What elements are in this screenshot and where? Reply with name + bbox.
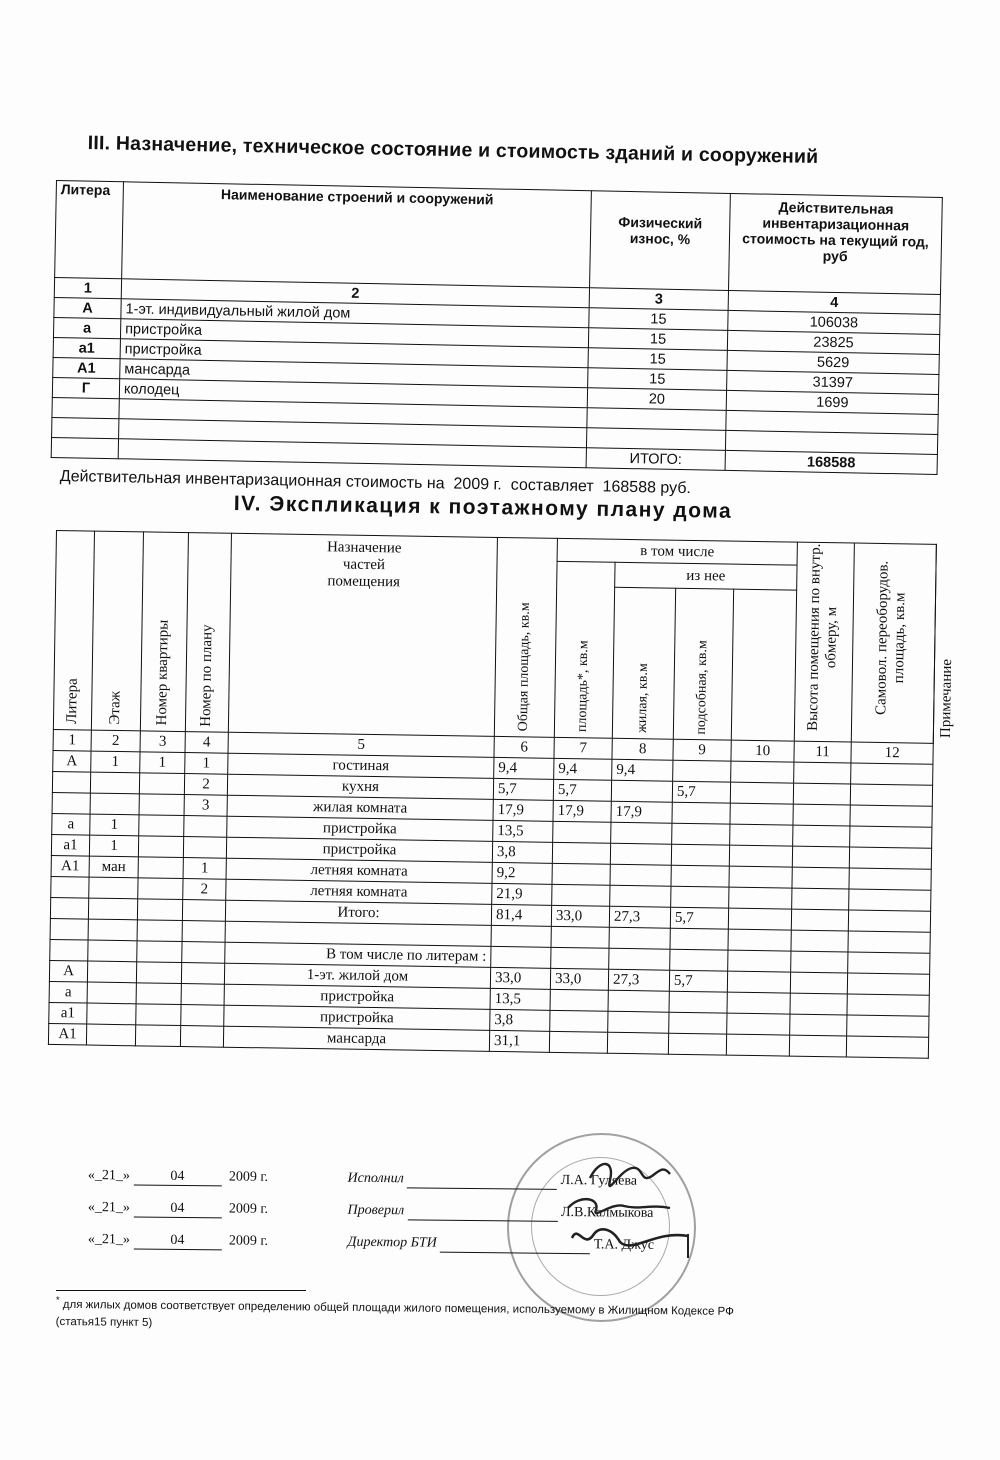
signature-role: Директор БТИ xyxy=(347,1234,437,1251)
living-cell xyxy=(611,780,672,802)
empty-cell xyxy=(137,899,182,921)
wear-cell: 15 xyxy=(588,328,727,351)
empty-cell xyxy=(793,804,850,826)
aux-cell xyxy=(669,991,727,1013)
column-number: 4 xyxy=(185,732,228,754)
empty-cell xyxy=(848,931,930,953)
signature-day: «_21_» xyxy=(87,1168,130,1184)
area-cell: 33,0 xyxy=(551,905,609,927)
valuation-year: 2009 г. xyxy=(453,475,503,494)
empty-cell xyxy=(726,1034,789,1056)
area-cell: 33,0 xyxy=(550,968,608,990)
by-liter-label: В том числе по литерам : xyxy=(225,942,491,967)
header-total-area-cell xyxy=(494,537,557,737)
apartment-cell: 1 xyxy=(140,752,185,774)
empty-cell xyxy=(182,900,225,922)
column-number: 2 xyxy=(91,730,140,752)
buildings-table xyxy=(51,180,943,475)
signature-year: 2009 г. xyxy=(228,1169,269,1185)
empty-cell xyxy=(789,1035,846,1057)
header-floor-cell xyxy=(91,531,143,731)
header-liter-cell xyxy=(53,531,94,731)
value-cell: 31397 xyxy=(727,370,939,394)
signature-month: 04 xyxy=(133,1232,221,1250)
living-cell xyxy=(610,843,671,865)
liter-cell: А xyxy=(53,750,91,772)
signature-blank xyxy=(407,1171,557,1190)
empty-cell xyxy=(88,919,137,941)
empty-cell xyxy=(850,805,932,827)
empty-cell xyxy=(847,1015,929,1037)
value-cell: 23825 xyxy=(727,330,939,354)
signature-role: Проверил xyxy=(347,1202,405,1219)
empty-cell xyxy=(52,397,119,418)
explication-header-row-1 xyxy=(56,531,936,568)
header-height-cell xyxy=(794,542,854,742)
empty-cell xyxy=(791,909,848,931)
signature-year: 2009 г. xyxy=(228,1201,269,1217)
header-plan-cell xyxy=(185,533,231,733)
plan-number-cell: 3 xyxy=(184,795,227,817)
empty-cell xyxy=(137,920,182,942)
header-liter: Литера xyxy=(63,678,81,725)
aux-cell xyxy=(671,886,729,908)
section3-title: III. Назначение, техническое состояние и стоимость зданий и сооружений xyxy=(87,132,819,169)
empty-cell xyxy=(491,946,551,968)
empty-cell xyxy=(790,993,847,1015)
empty-cell xyxy=(136,983,181,1005)
living-cell: 17,9 xyxy=(611,801,672,823)
empty-cell xyxy=(181,963,224,985)
floor-cell: 1 xyxy=(90,814,139,836)
empty-cell xyxy=(728,929,791,951)
total-label: Итого: xyxy=(225,900,491,925)
empty-cell xyxy=(586,428,725,451)
liter-cell xyxy=(51,876,89,898)
aux-cell xyxy=(672,802,730,824)
empty-cell xyxy=(86,1024,135,1046)
empty-cell xyxy=(87,1003,136,1025)
column-number: 3 xyxy=(140,731,185,753)
total-area-cell: 3,8 xyxy=(492,841,552,863)
column-number: 7 xyxy=(554,737,612,759)
living-cell xyxy=(608,1011,669,1033)
living-cell xyxy=(611,822,672,844)
plan-number-cell: 2 xyxy=(184,774,227,796)
apartment-cell xyxy=(138,857,183,879)
liter-cell: а xyxy=(53,317,120,338)
header-note: Примечание xyxy=(937,658,956,739)
wear-cell: 15 xyxy=(588,368,727,391)
empty-cell xyxy=(136,1004,181,1026)
empty-cell xyxy=(729,887,792,909)
empty-cell xyxy=(849,889,931,911)
header-auxiliary: подсобная, кв.м xyxy=(694,639,711,735)
explication-table xyxy=(48,530,956,1059)
living-cell: 27,3 xyxy=(608,969,669,991)
empty-cell xyxy=(731,761,794,783)
empty-cell xyxy=(846,1036,928,1058)
total-area-cell: 33,0 xyxy=(490,967,550,989)
total-area-cell: 13,5 xyxy=(493,820,553,842)
valuation-prefix: Действительная инвентаризационная стоимость на xyxy=(59,468,445,493)
signature-day: «_21_» xyxy=(87,1200,130,1216)
empty-cell xyxy=(729,845,792,867)
signature-month: 04 xyxy=(133,1200,221,1218)
total-area-cell: 9,2 xyxy=(492,862,552,884)
floor-cell xyxy=(90,793,139,815)
aux-cell xyxy=(668,1033,726,1055)
liter-cell xyxy=(52,771,90,793)
footnote xyxy=(56,1294,936,1339)
area-cell xyxy=(552,863,610,885)
header-apt-cell xyxy=(140,532,188,732)
column-number: 1 xyxy=(53,729,91,751)
empty-cell xyxy=(551,926,609,948)
header-area: площадь*, кв.м xyxy=(575,640,592,733)
room-name-cell: пристройка xyxy=(227,816,493,841)
signatory-name: Л.В.Калмыкова xyxy=(561,1204,654,1221)
header-apartment: Номер квартиры xyxy=(154,619,172,726)
empty-cell xyxy=(727,971,790,993)
aux-cell xyxy=(673,760,731,782)
column-number: 2 xyxy=(121,279,589,308)
room-name-cell: гостиная xyxy=(228,753,494,778)
apartment-cell xyxy=(139,815,184,837)
header-unauthorized: Самовол. переоборудов. площадь, кв.м xyxy=(872,560,908,716)
area-cell xyxy=(552,842,610,864)
apartment-cell xyxy=(138,836,183,858)
column-number: 9 xyxy=(673,739,731,761)
empty-cell xyxy=(850,826,932,848)
total-area-cell: 3,8 xyxy=(490,1009,550,1031)
liter-cell xyxy=(52,792,90,814)
room-name-cell: летняя комната xyxy=(226,858,492,883)
buildings-header-row xyxy=(55,181,943,295)
empty-cell xyxy=(729,866,792,888)
area-cell xyxy=(553,821,611,843)
aux-cell: 5,7 xyxy=(669,970,727,992)
plan-number-cell: 2 xyxy=(183,879,226,901)
empty-cell xyxy=(52,417,119,438)
header-living-cell xyxy=(612,587,675,739)
empty-cell xyxy=(728,908,791,930)
wear-cell: 20 xyxy=(587,388,726,411)
floor-cell xyxy=(89,877,138,899)
empty-cell xyxy=(851,763,933,785)
header-wear: Физический износ, % xyxy=(590,191,731,291)
empty-cell xyxy=(790,972,847,994)
total-area-cell: 81,4 xyxy=(491,904,551,926)
area-cell: 17,9 xyxy=(553,800,611,822)
signature-role: Исполнил xyxy=(347,1170,404,1187)
plan-number-cell xyxy=(183,837,226,859)
wear-cell: 15 xyxy=(588,348,727,371)
liter-cell: а xyxy=(49,981,87,1003)
empty-cell xyxy=(727,1013,790,1035)
area-cell: 5,7 xyxy=(553,779,611,801)
total-area-cell: 5,7 xyxy=(493,778,553,800)
empty-cell xyxy=(88,940,137,962)
living-cell xyxy=(607,1032,668,1054)
value-cell: 1699 xyxy=(726,390,938,414)
column-number: 5 xyxy=(228,732,494,757)
area-cell: 9,4 xyxy=(554,758,612,780)
floor-cell: 1 xyxy=(89,835,138,857)
floor-cell: 1 xyxy=(91,751,140,773)
living-cell xyxy=(610,885,671,907)
room-name-cell: летняя комната xyxy=(226,879,492,904)
column-number: 6 xyxy=(494,736,554,758)
header-value: Действительная инвентаризационная стоимость на текущий год, руб xyxy=(729,193,943,294)
empty-cell xyxy=(730,782,793,804)
plan-number-cell: 1 xyxy=(183,858,226,880)
floor-cell: ман xyxy=(89,856,138,878)
empty-cell xyxy=(551,947,609,969)
empty-cell xyxy=(790,1014,847,1036)
floor-cell xyxy=(90,772,139,794)
empty-cell xyxy=(848,910,930,932)
value-cell: 106038 xyxy=(728,310,940,334)
footnote-line-2: (статья15 пункт 5) xyxy=(55,1315,153,1329)
empty-cell xyxy=(180,1026,223,1048)
liter-cell: А1 xyxy=(48,1023,86,1045)
empty-cell xyxy=(731,589,796,741)
empty-cell xyxy=(794,762,851,784)
total-label: ИТОГО: xyxy=(586,448,725,471)
valuation-mid: составляет xyxy=(510,476,594,496)
liter-cell: А1 xyxy=(53,357,120,378)
empty-cell xyxy=(182,942,225,964)
aux-cell xyxy=(669,1012,727,1034)
column-number: 1 xyxy=(54,277,121,298)
room-name-cell: 1-эт. жилой дом xyxy=(224,963,490,988)
room-name-cell: пристройка xyxy=(224,984,490,1009)
signature-day: «_21_» xyxy=(87,1232,130,1248)
aux-cell xyxy=(671,844,729,866)
empty-cell xyxy=(850,784,932,806)
empty-cell xyxy=(50,939,88,961)
empty-cell xyxy=(730,824,793,846)
liter-cell: А xyxy=(54,297,121,318)
total-area-cell: 17,9 xyxy=(493,799,553,821)
aux-cell: 5,7 xyxy=(670,907,728,929)
header-of-which: из нее xyxy=(615,562,797,590)
empty-cell xyxy=(87,961,136,983)
building-name-cell: мансарда xyxy=(120,359,588,388)
empty-cell xyxy=(50,897,88,919)
empty-cell xyxy=(792,846,849,868)
building-name-cell: колодец xyxy=(119,379,587,408)
area-cell xyxy=(550,1010,608,1032)
signature-year: 2009 г. xyxy=(228,1233,269,1249)
building-name-cell: пристройка xyxy=(120,339,588,368)
liter-cell: а1 xyxy=(53,337,120,358)
empty-cell xyxy=(848,952,930,974)
header-aux-cell xyxy=(673,588,733,740)
apartment-cell xyxy=(138,878,183,900)
living-cell: 27,3 xyxy=(609,906,670,928)
empty-cell xyxy=(135,1025,180,1047)
building-name-cell: 1-эт. индивидуальный жилой дом xyxy=(121,299,589,328)
section4-title: IV. Экспликация к поэтажному плану дома xyxy=(233,492,733,523)
empty-cell xyxy=(792,888,849,910)
liter-cell: Г xyxy=(52,377,119,398)
empty-cell xyxy=(791,930,848,952)
empty-cell xyxy=(181,1005,224,1027)
total-area-cell: 13,5 xyxy=(490,988,550,1010)
header-area-cell xyxy=(554,561,615,738)
column-number: 3 xyxy=(589,288,728,311)
empty-cell xyxy=(847,994,929,1016)
footnote-mark: * xyxy=(55,1295,60,1307)
value-cell: 5629 xyxy=(727,350,939,374)
area-cell xyxy=(550,989,608,1011)
empty-cell xyxy=(670,949,728,971)
room-name-cell: пристройка xyxy=(226,837,492,862)
empty-cell xyxy=(670,928,728,950)
empty-cell xyxy=(88,898,137,920)
area-cell xyxy=(549,1031,607,1053)
wear-cell: 15 xyxy=(589,308,728,331)
empty-cell xyxy=(849,868,931,890)
empty-cell xyxy=(847,973,929,995)
empty-cell xyxy=(609,948,670,970)
total-area-cell: 31,1 xyxy=(489,1030,549,1052)
column-number: 4 xyxy=(728,290,940,314)
empty-cell xyxy=(50,918,88,940)
column-number: 8 xyxy=(612,738,673,760)
liter-cell: а1 xyxy=(49,1002,87,1024)
header-height: Высота помещения по внутр. обмеру, м xyxy=(804,543,841,731)
empty-cell xyxy=(137,941,182,963)
empty-cell xyxy=(793,783,850,805)
column-number: 10 xyxy=(731,740,794,762)
header-unauth-cell xyxy=(851,543,936,743)
empty-cell xyxy=(181,984,224,1006)
empty-cell xyxy=(730,803,793,825)
empty-cell xyxy=(791,951,848,973)
valuation-amount: 168588 руб. xyxy=(602,478,692,498)
header-including: в том числе xyxy=(557,538,797,565)
signatory-name: Т.А. Джус xyxy=(593,1237,655,1253)
empty-cell xyxy=(587,408,726,431)
liter-cell: а xyxy=(52,813,90,835)
living-cell xyxy=(608,990,669,1012)
total-area-cell: 9,4 xyxy=(494,757,554,779)
empty-cell xyxy=(727,992,790,1014)
signatory-name: Л.А. Гуляева xyxy=(560,1172,638,1189)
room-name-cell: кухня xyxy=(227,774,493,799)
liter-cell: а1 xyxy=(51,834,89,856)
empty-cell xyxy=(87,982,136,1004)
empty-cell xyxy=(728,950,791,972)
footnote-divider xyxy=(56,1290,306,1291)
header-total-area: Общая площадь, кв.м xyxy=(516,602,534,732)
total-value: 168588 xyxy=(725,450,937,474)
room-name-cell: мансарда xyxy=(223,1026,489,1051)
building-name-cell: пристройка xyxy=(120,319,588,348)
living-cell xyxy=(610,864,671,886)
footnote-text: для жилых домов соответствует определению общей площади жилого помещения, используемому в Жилищном Кодексе РФ xyxy=(62,1298,734,1318)
aux-cell xyxy=(672,823,730,845)
empty-cell xyxy=(609,927,670,949)
signature-month: 04 xyxy=(133,1168,221,1186)
handwritten-signatures xyxy=(560,1150,730,1270)
header-floor: Этаж xyxy=(107,691,124,726)
empty-cell xyxy=(51,437,118,458)
signature-blank xyxy=(407,1203,557,1222)
liter-cell: А xyxy=(49,960,87,982)
empty-cell xyxy=(491,925,551,947)
plan-number-cell: 1 xyxy=(185,753,228,775)
empty-cell xyxy=(182,921,225,943)
room-name-cell: жилая комната xyxy=(227,795,493,820)
empty-cell xyxy=(793,825,850,847)
empty-cell xyxy=(849,847,931,869)
header-living: жилая, кв.м xyxy=(634,663,651,734)
header-plan-number: Номер по плану xyxy=(198,623,216,727)
liter-cell: А1 xyxy=(51,855,89,877)
header-liter: Литера xyxy=(55,181,124,279)
room-name-cell: пристройка xyxy=(224,1005,490,1030)
column-number: 11 xyxy=(794,741,851,763)
empty-cell xyxy=(136,962,181,984)
apartment-cell xyxy=(139,773,184,795)
total-area-cell: 21,9 xyxy=(492,883,552,905)
living-cell: 9,4 xyxy=(612,759,673,781)
apartment-cell xyxy=(139,794,184,816)
empty-cell xyxy=(792,867,849,889)
aux-cell xyxy=(671,865,729,887)
area-cell xyxy=(552,884,610,906)
header-purpose: Назначение частей помещения xyxy=(228,533,497,736)
column-number: 12 xyxy=(851,742,933,764)
header-name: Наименование строений и сооружений xyxy=(122,182,592,288)
plan-number-cell xyxy=(184,816,227,838)
aux-cell: 5,7 xyxy=(672,781,730,803)
